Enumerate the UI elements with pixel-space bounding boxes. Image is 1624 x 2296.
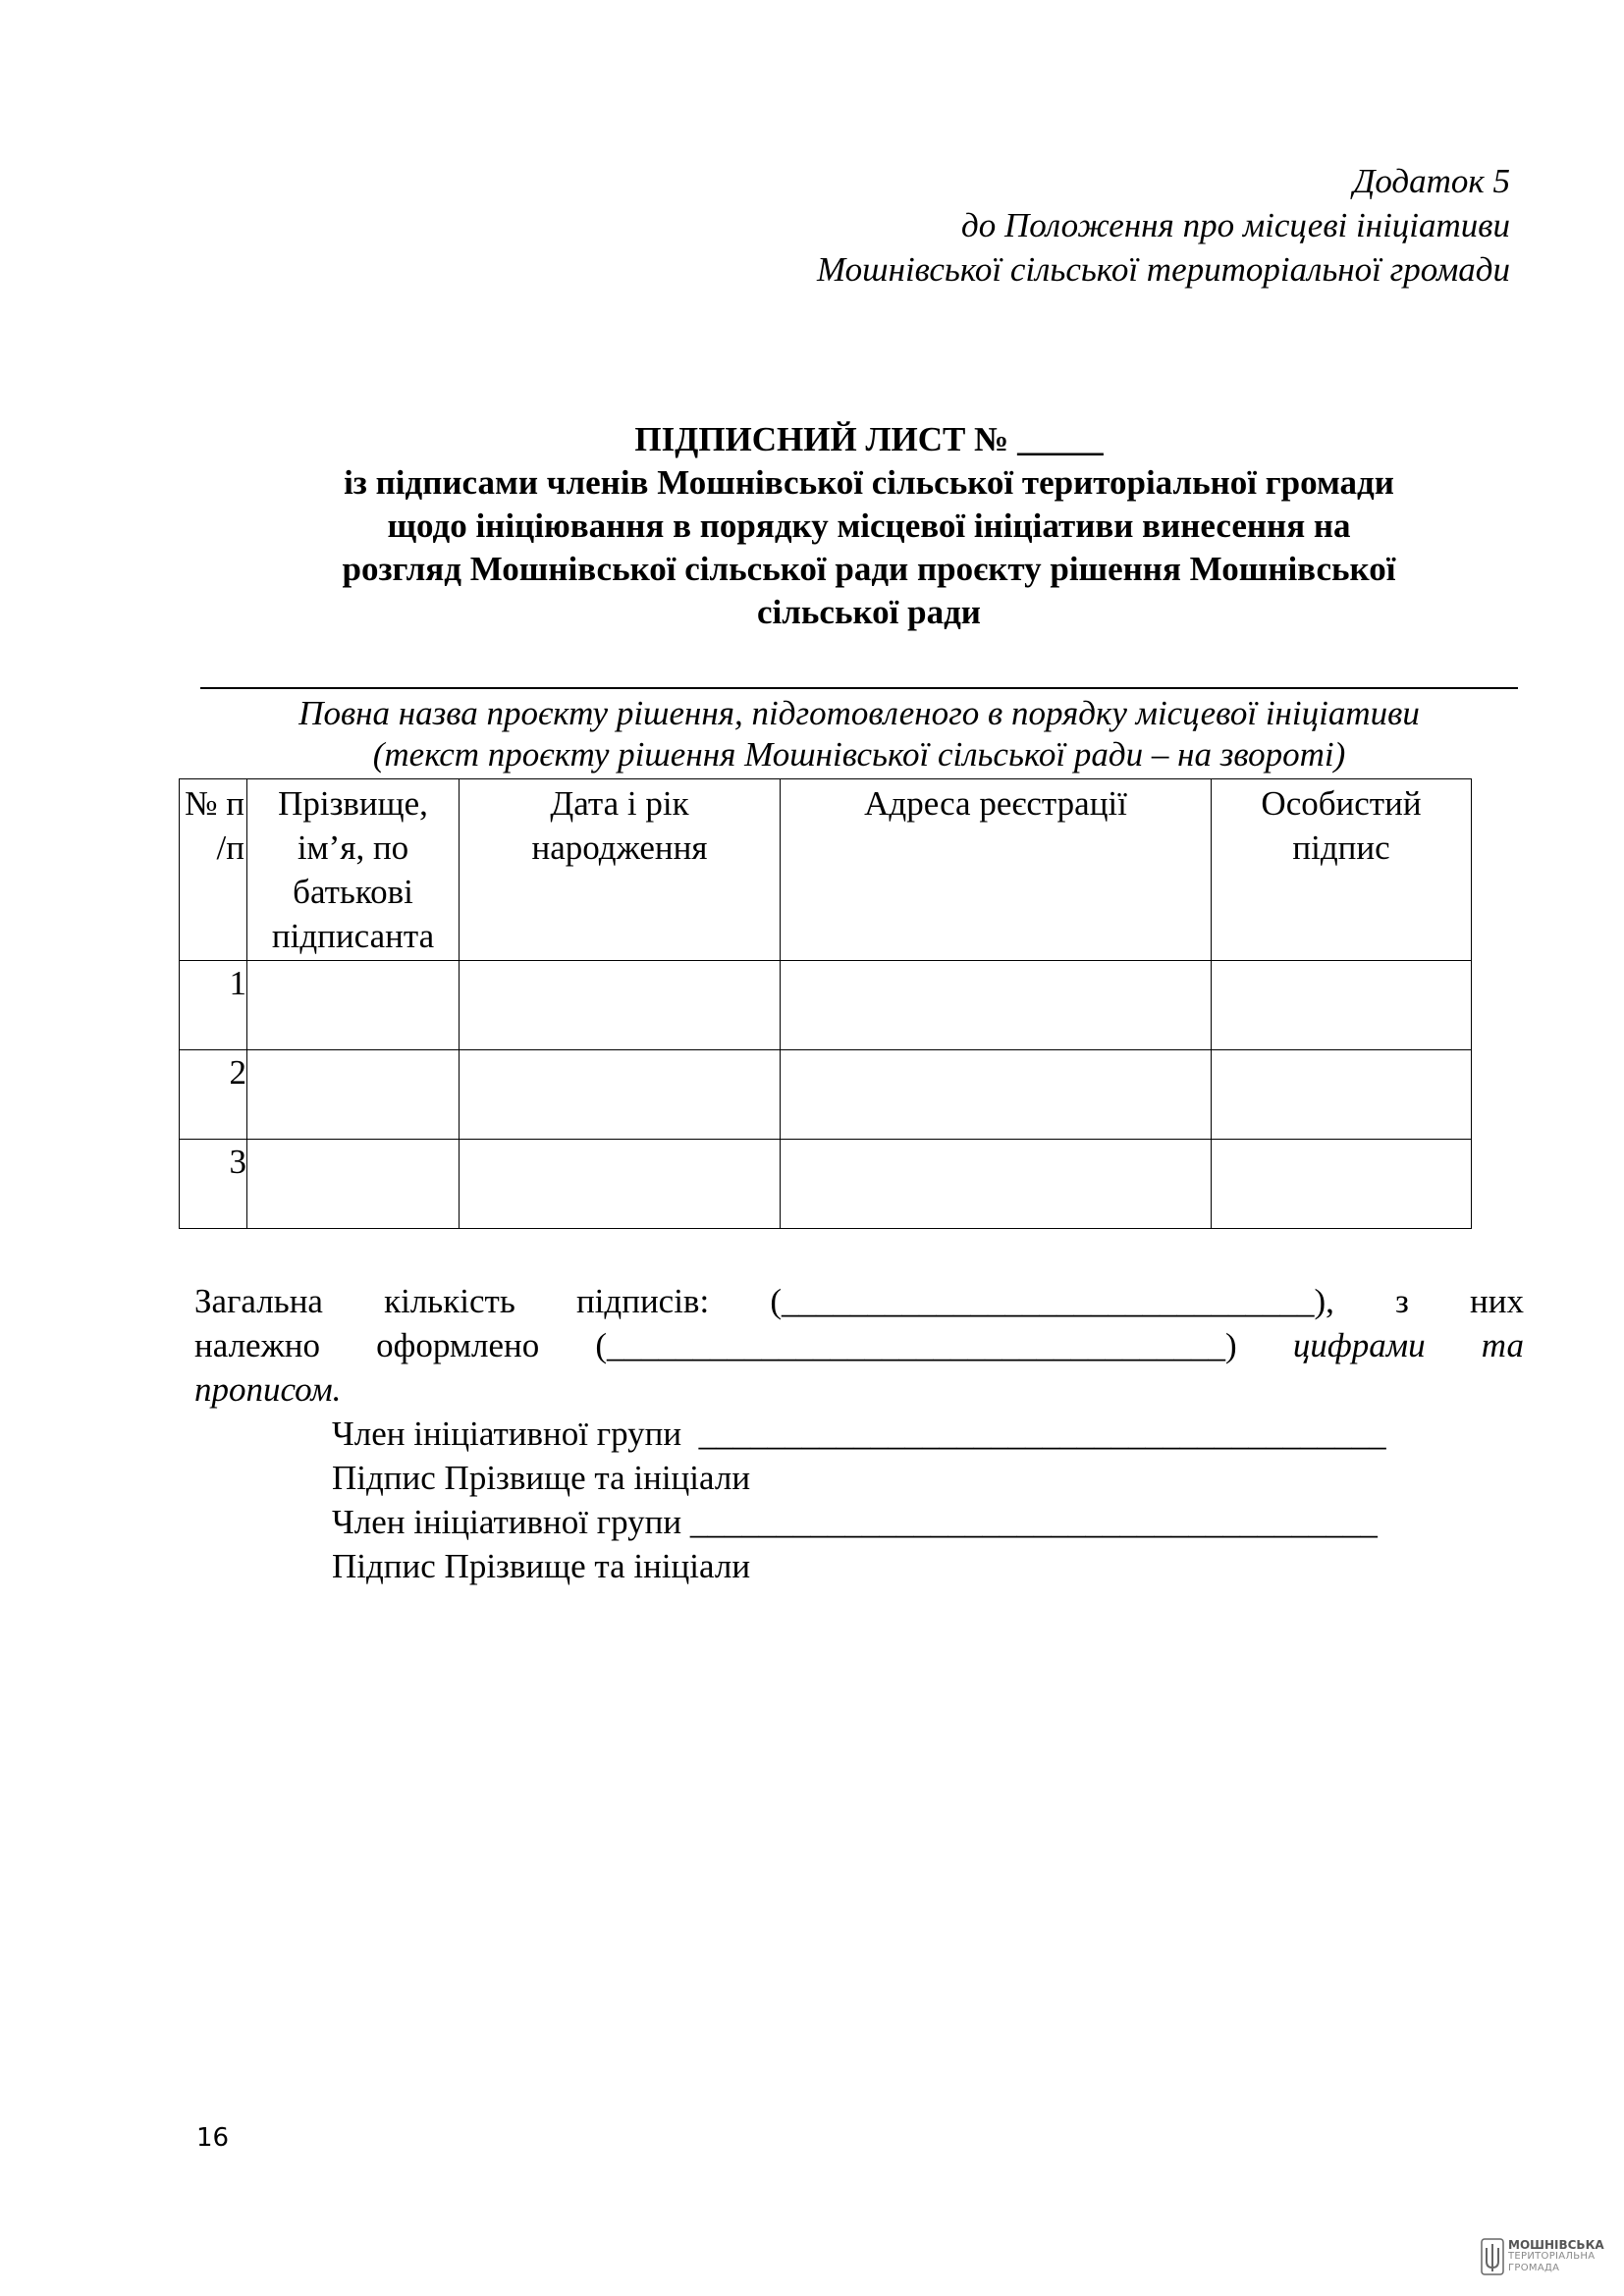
title-subtitle-3: розгляд Мошнівської сільської ради проєкту рішення Мошнівської [342,550,1396,588]
appendix-number: Додаток 5 [1353,162,1510,200]
address-cell[interactable] [781,1050,1212,1140]
project-caption [196,693,1522,775]
totals-valid-hint: цифрами та [1292,1326,1525,1364]
totals-count-line: Загальна кількість підписів: (_______________________________), з них [194,1282,1524,1320]
row-number: 2 [180,1050,247,1140]
name-cell[interactable] [247,1050,460,1140]
appendix-header [817,159,1510,292]
project-caption-line-2: (текст проєкту рішення Мошнівської сільської ради – на звороті) [372,735,1346,774]
signature-cell[interactable] [1212,1140,1472,1229]
member-1-line: Член ініціативної групи ________________________________________ [332,1415,1386,1453]
trident-icon [1481,2238,1504,2275]
header-full-name: Прізвище, ім’я, по батькові підписанта [247,779,460,961]
title-subtitle-2: щодо ініціювання в порядку місцевої ініціативи винесення на [387,507,1351,545]
address-cell[interactable] [781,1140,1212,1229]
row-number: 1 [180,961,247,1050]
header-signature: Особистий підпис [1212,779,1472,961]
table-row [180,1140,1472,1229]
logo-text [1508,2239,1604,2274]
community-logo [1481,2230,1618,2283]
header-number: № п /п [180,779,247,961]
title-main: ПІДПИСНИЙ ЛИСТ № _____ [634,420,1104,458]
project-name-line [200,687,1518,689]
signature-cell[interactable] [1212,1050,1472,1140]
birth-cell[interactable] [460,1140,781,1229]
title-subtitle-4: сільської ради [757,593,981,631]
document-title [226,418,1512,634]
logo-line-3: ГРОМАДА [1508,2263,1560,2273]
totals-valid-text: належно оформлено (____________________________________) [194,1326,1237,1364]
row-number: 3 [180,1140,247,1229]
logo-line-2: ТЕРИТОРІАЛЬНА [1508,2251,1596,2262]
birth-cell[interactable] [460,961,781,1050]
table-header-row [180,779,1472,961]
member-1-signature-label: Підпис Прізвище та ініціали [332,1459,751,1497]
page-number: 16 [196,2123,230,2153]
name-cell[interactable] [247,961,460,1050]
signature-cell[interactable] [1212,961,1472,1050]
header-birth-date: Дата і рік народження [460,779,781,961]
birth-cell[interactable] [460,1050,781,1140]
header-address: Адреса реєстрації [781,779,1212,961]
title-subtitle-1: із підписами членів Мошнівської сільської територіальної громади [344,463,1394,502]
table-row [180,961,1472,1050]
appendix-regulation: до Положення про місцеві ініціативи [961,206,1510,244]
address-cell[interactable] [781,961,1212,1050]
appendix-community: Мошнівської сільської територіальної громади [817,250,1510,289]
member-2-line: Член ініціативної групи ________________________________________ [332,1503,1378,1541]
member-2-signature-label: Підпис Прізвище та ініціали [332,1547,751,1585]
initiative-group-signatures [332,1412,1386,1588]
signatures-table [179,778,1472,1229]
signature-totals [194,1279,1524,1412]
project-caption-line-1: Повна назва проєкту рішення, підготовленого в порядку місцевої ініціативи [298,694,1420,732]
name-cell[interactable] [247,1140,460,1229]
totals-hint-line: прописом. [194,1370,342,1409]
totals-valid-line [194,1323,1524,1367]
logo-line-1: МОШНІВСЬКА [1508,2238,1604,2252]
table-row [180,1050,1472,1140]
